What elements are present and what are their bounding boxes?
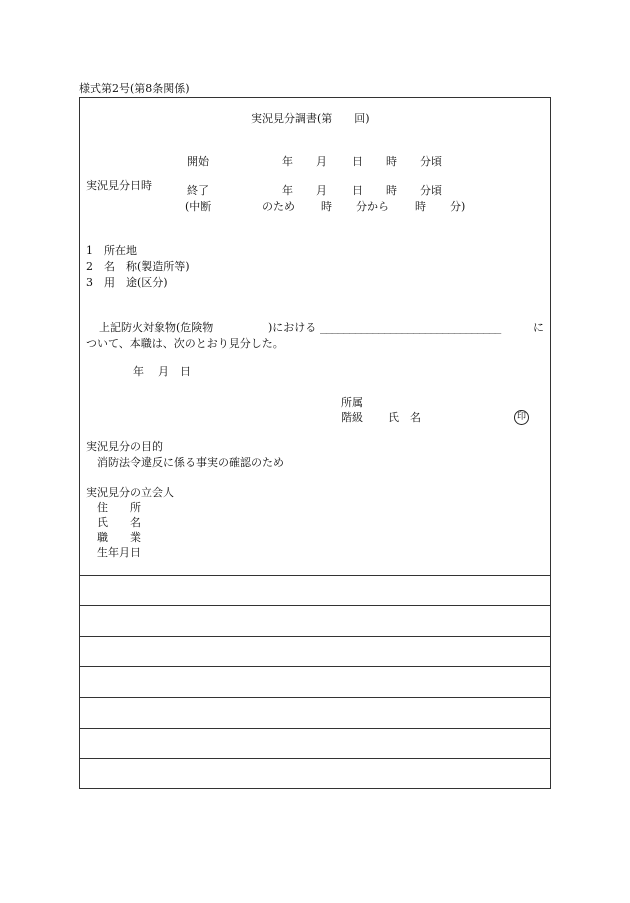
- document-title: 実況見分調書(第 回): [251, 112, 370, 125]
- table-row-divider: [79, 636, 551, 637]
- table-row-divider: [79, 666, 551, 667]
- officer-rank: 階級: [341, 411, 363, 424]
- table-row-divider: [79, 728, 551, 729]
- table-row-divider: [79, 697, 551, 698]
- start-label: 開始: [187, 155, 209, 168]
- table-row-divider: [79, 575, 551, 576]
- date-year: 年: [133, 365, 144, 378]
- suspend-minute-from: 分から: [356, 200, 389, 213]
- purpose-text: 消防法令違反に係る事実の確認のため: [97, 456, 284, 469]
- location-item-1: 1 所在地: [86, 244, 137, 257]
- seal-mark: 印: [514, 410, 529, 425]
- start-minute: 分頃: [420, 155, 442, 168]
- witness-name: 氏 名: [97, 516, 141, 529]
- location-item-2: 2 名 称(製造所等): [86, 260, 190, 273]
- datetime-label: 実況見分日時: [86, 179, 152, 192]
- suspend-hour-from: 時: [321, 200, 332, 213]
- witness-occupation: 職 業: [97, 531, 141, 544]
- officer-affiliation: 所属: [341, 396, 363, 409]
- end-minute: 分頃: [420, 184, 442, 197]
- form-number: 様式第2号(第8条関係): [79, 82, 190, 95]
- end-hour: 時: [386, 184, 397, 197]
- end-year: 年: [282, 184, 293, 197]
- start-hour: 時: [386, 155, 397, 168]
- start-year: 年: [282, 155, 293, 168]
- start-day: 日: [352, 155, 363, 168]
- date-month: 月: [158, 365, 169, 378]
- witness-birthdate: 生年月日: [97, 546, 141, 559]
- purpose-heading: 実況見分の目的: [86, 440, 163, 453]
- end-month: 月: [316, 184, 327, 197]
- end-label: 終了: [187, 184, 209, 197]
- statement-part2: )における: [268, 321, 317, 334]
- witness-heading: 実況見分の立会人: [86, 486, 174, 499]
- date-day: 日: [180, 365, 191, 378]
- statement-underline: _______________________________: [320, 321, 501, 334]
- statement-line2: ついて、本職は、次のとおり見分した。: [86, 337, 284, 350]
- statement-part1: 上記防火対象物(危険物: [99, 321, 214, 334]
- suspend-hour-to: 時: [415, 200, 426, 213]
- table-row-divider: [79, 605, 551, 606]
- statement-part3: に: [533, 321, 544, 334]
- location-item-3: 3 用 途(区分): [86, 276, 168, 289]
- suspend-reason: のため: [262, 200, 295, 213]
- suspend-open: (中断: [185, 200, 212, 213]
- end-day: 日: [352, 184, 363, 197]
- start-month: 月: [316, 155, 327, 168]
- suspend-minute-to: 分): [450, 200, 466, 213]
- table-row-divider: [79, 758, 551, 759]
- witness-address: 住 所: [97, 501, 141, 514]
- officer-name-label: 氏 名: [388, 411, 421, 424]
